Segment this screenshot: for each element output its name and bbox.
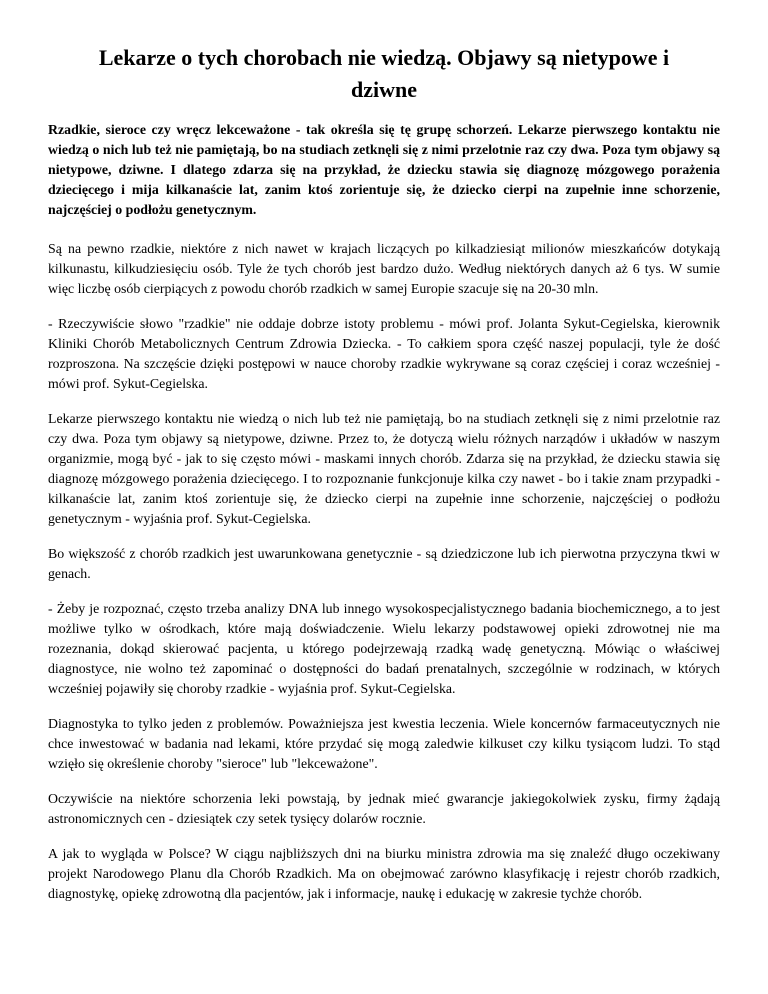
article-paragraph: Lekarze pierwszego kontaktu nie wiedzą o nich lub też nie pamiętają, bo na studiach zetknęli się z nimi przelotnie raz czy dwa. Poza tym objawy są nietypowe, dziwne. Przez to, że dotyczą wielu różnych narządów i układów w naszym organizmie, mogą być - jak to się często mówi - maskami innych chorób. Zdarza się na przykład, że dziecku stawia się diagnozę mózgowego porażenia dziecięcego. I to rozpoznanie funkcjonuje kilka czy nawet - bo i takie znam przypadki - kilkanaście lat, zanim ktoś zorientuje się, że dziecko cierpi na zupełnie inne schorzenie, najczęściej o podłożu genetycznym - wyjaśnia prof. Sykut-Cegielska. xyxy=(48,411,720,526)
article-paragraph: Oczywiście na niektóre schorzenia leki powstają, by jednak mieć gwarancje jakiegokolwiek zysku, firmy żądają astronomicznych cen - dziesiątek czy setek tysięcy dolarów rocznie. xyxy=(48,791,720,826)
article-paragraph: Są na pewno rzadkie, niektóre z nich nawet w krajach liczących po kilkadziesiąt milionów mieszkańców dotykają kilkunastu, kilkudziesięciu osób. Tyle że tych chorób jest bardzo dużo. Według niektórych danych aż 6 tys. W sumie więc liczbę osób cierpiących z powodu chorób rzadkich w samej Europie szacuje się na 20-30 mln. xyxy=(48,241,720,296)
article-paragraph: - Rzeczywiście słowo "rzadkie" nie oddaje dobrze istoty problemu - mówi prof. Jolanta Sykut-Cegielska, kierownik Kliniki Chorób Metabolicznych Centrum Zdrowia Dziecka. - To całkiem spora część naszej populacji, tyle że dość rozproszona. Na szczęście dzięki postępowi w nauce choroby rzadkie wykrywane są coraz częściej i coraz wcześniej - mówi prof. Sykut-Cegielska. xyxy=(48,316,720,391)
article-paragraph: - Żeby je rozpoznać, często trzeba analizy DNA lub innego wysokospecjalistycznego badania biochemicznego, a to jest możliwe tylko w ośrodkach, które mają doświadczenie. Wielu lekarzy podstawowej opieki zdrowotnej nie ma rozeznania, dokąd skierować pacjenta, u którego podejrzewają rzadką wadę genetyczną. Mówiąc o właściwej diagnostyce, nie wolno też zapominać o dostępności do badań prenatalnych, szczególnie w rodzinach, w których wcześniej pojawiły się choroby rzadkie - wyjaśnia prof. Sykut-Cegielska. xyxy=(48,601,720,696)
article-lead: Rzadkie, sieroce czy wręcz lekceważone - tak określa się tę grupę schorzeń. Lekarze pierwszego kontaktu nie wiedzą o nich lub też nie pamiętają, bo na studiach zetknęli się z nimi przelotnie raz czy dwa. Poza tym objawy są nietypowe, dziwne. I dlatego zdarza się na przykład, że dziecku stawia się diagnozę mózgowego porażenia dziecięcego i mija kilkanaście lat, zanim ktoś zorientuje się, że dziecko cierpi na zupełnie inne schorzenie, najczęściej o podłożu genetycznym. xyxy=(48,122,720,217)
article-paragraph: Bo większość z chorób rzadkich jest uwarunkowana genetycznie - są dziedziczone lub ich pierwotna przyczyna tkwi w genach. xyxy=(48,546,720,581)
article-paragraph: Diagnostyka to tylko jeden z problemów. Poważniejsza jest kwestia leczenia. Wiele koncernów farmaceutycznych nie chce inwestować w badania nad lekami, które przydać się mogą zaledwie kilkuset czy kilku tysiącom ludzi. To stąd wzięło się określenie choroby "sieroce" lub "lekceważone". xyxy=(48,716,720,771)
article-title: Lekarze o tych chorobach nie wiedzą. Objawy są nietypowe i dziwne xyxy=(98,45,670,102)
article-paragraph: A jak to wygląda w Polsce? W ciągu najbliższych dni na biurku ministra zdrowia ma się znaleźć długo oczekiwany projekt Narodowego Planu dla Chorób Rzadkich. Ma on obejmować zarówno klasyfikację i rejestr chorób rzadkich, diagnostykę, opiekę zdrowotną dla pacjentów, jak i informacje, naukę i edukację w zakresie tychże chorób. xyxy=(48,846,720,901)
